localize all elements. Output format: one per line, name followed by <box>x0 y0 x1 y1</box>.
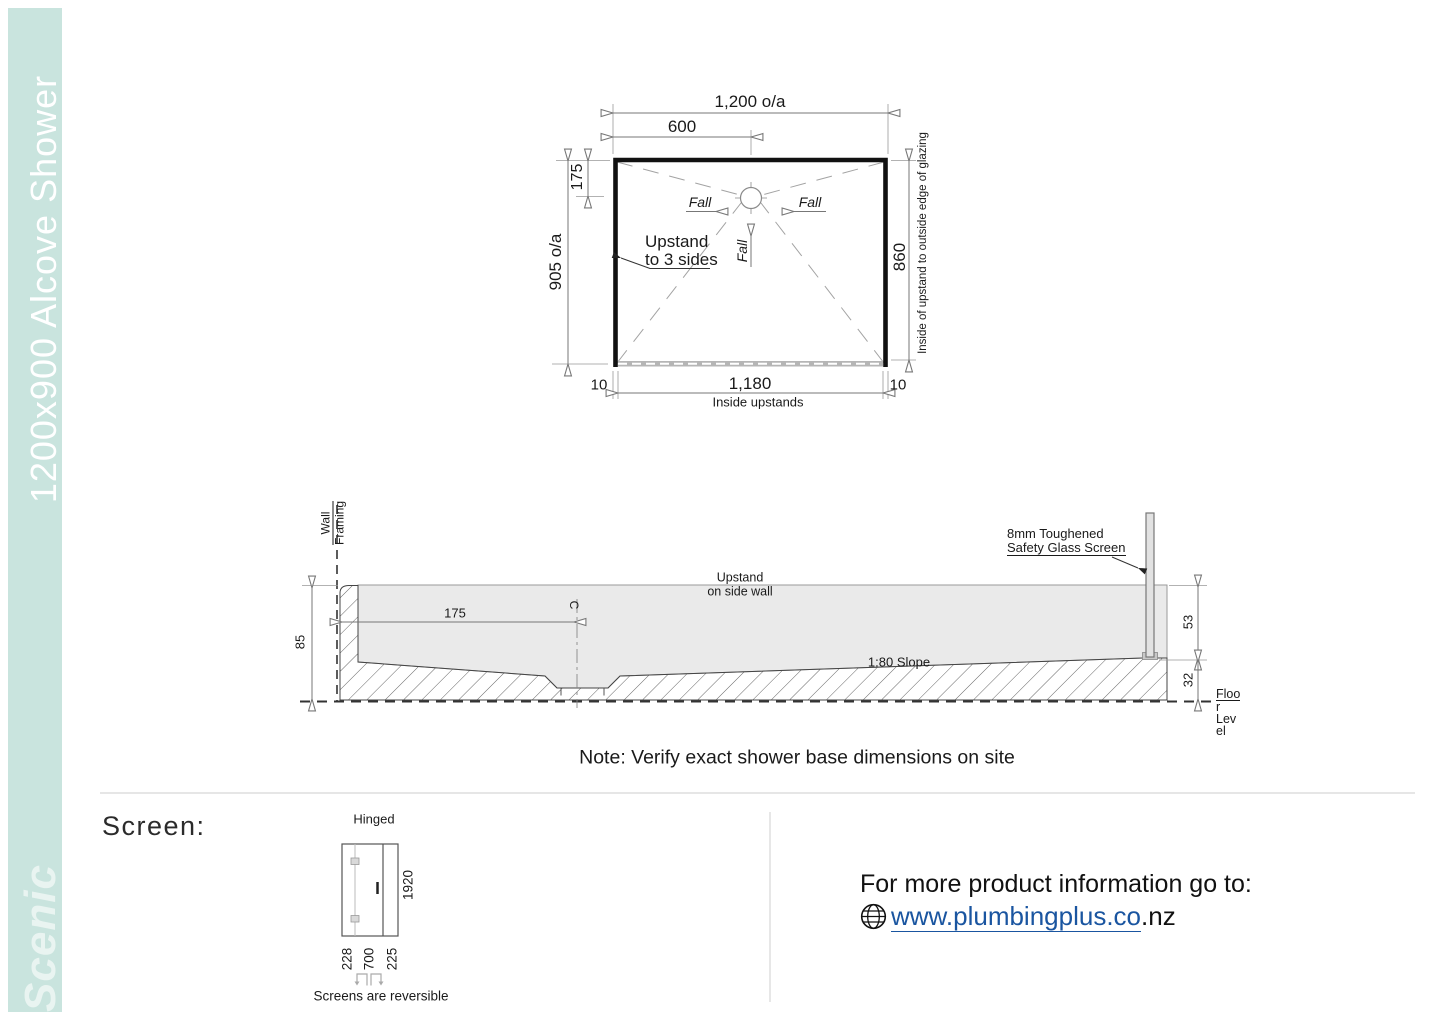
dim-905-oa: 905 o/a <box>546 233 565 291</box>
dim-228: 228 <box>339 947 355 971</box>
reversible-right-icon <box>371 974 384 986</box>
dim-600: 600 <box>667 117 697 136</box>
product-title: 1200x900 Alcove Shower <box>23 74 64 504</box>
dim-225: 225 <box>384 947 400 971</box>
dim-10-right: 10 <box>889 376 907 394</box>
dim-175-section: 175 <box>444 605 466 621</box>
reversible-left-icon <box>355 974 368 986</box>
info-text: For more product information go to: <box>860 870 1252 898</box>
dim-10-left: 10 <box>590 376 608 394</box>
dim-1180: 1,180 <box>728 374 772 393</box>
glass-screen-label: 8mm Toughened Safety Glass Screen <box>1007 526 1126 555</box>
site-note: Note: Verify exact shower base dimensions on site <box>579 746 1015 769</box>
inside-upstands-label: Inside upstands <box>712 394 804 410</box>
upstand-3-sides-label: Upstand to 3 sides <box>645 232 718 269</box>
fall-label-bottom: Fall <box>734 239 750 263</box>
floor-level-label: Floo r Lev el <box>1216 687 1241 738</box>
brand-logo: Scenic <box>16 864 65 1012</box>
wall-framing-label: Wall Framing <box>318 500 347 546</box>
dim-1200-oa: 1,200 o/a <box>714 92 786 111</box>
fall-label-left: Fall <box>688 194 712 210</box>
centerline-symbol: C <box>567 600 581 610</box>
waste-outlet-icon <box>735 182 767 214</box>
dim-700: 700 <box>361 947 377 971</box>
dim-53: 53 <box>1180 614 1196 630</box>
screen-heading: Screen: <box>102 811 206 841</box>
hinged-label: Hinged <box>353 811 395 827</box>
hinge-bottom <box>351 916 359 923</box>
glass-screen <box>1146 513 1154 657</box>
dim-32: 32 <box>1180 672 1196 688</box>
dim-860: 860 <box>890 242 909 272</box>
reversible-note: Screens are reversible <box>313 988 449 1004</box>
plumbingplus-link[interactable]: www.plumbingplus.co.nz <box>891 901 1176 931</box>
upstand-side-wall-label: Upstand on side wall <box>707 570 773 598</box>
glazing-note: Inside of upstand to outside edge of glazing <box>917 132 929 354</box>
fall-label-right: Fall <box>798 194 822 210</box>
dim-85: 85 <box>292 634 308 650</box>
globe-icon <box>860 903 887 930</box>
dim-175-plan: 175 <box>569 163 586 191</box>
slope-label: 1:80 Slope <box>867 654 931 670</box>
hinge-top <box>351 858 359 865</box>
dim-1920: 1920 <box>400 869 416 901</box>
